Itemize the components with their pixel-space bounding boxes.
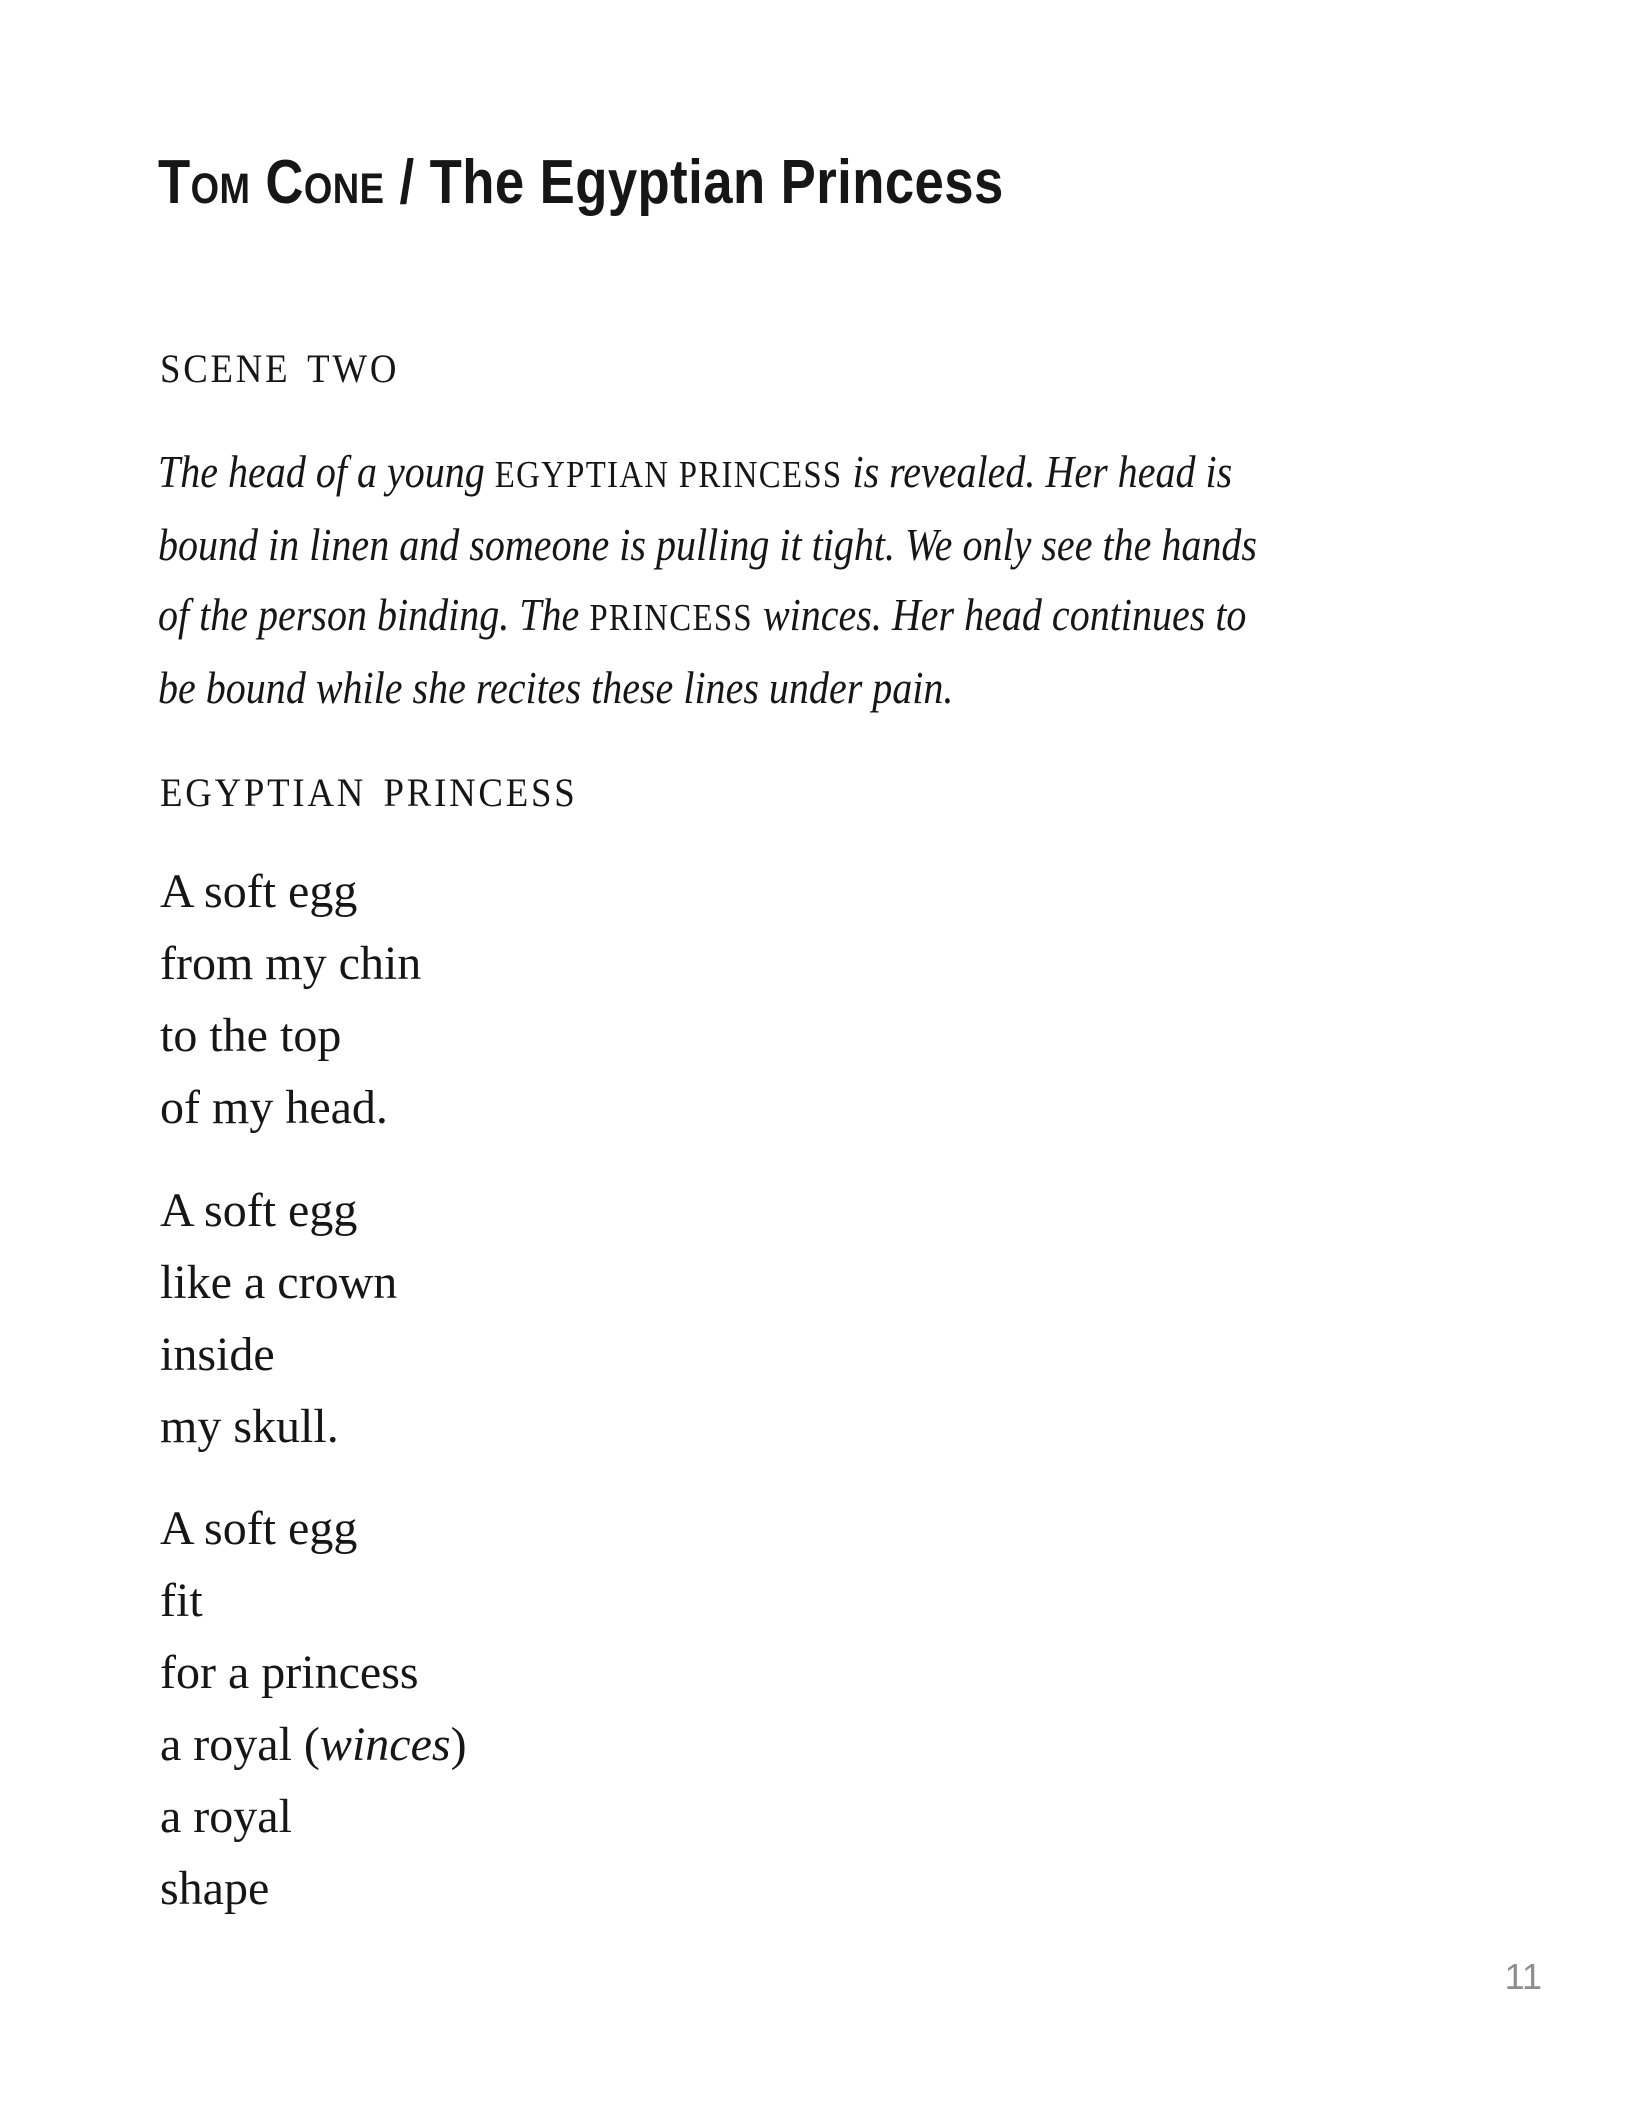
stage-direction-line: bound in linen and someone is pulling it tight. We only see the hands (158, 519, 1257, 570)
poem-text: ) (450, 1718, 467, 1771)
character-name-caps: PRINCESS (589, 597, 753, 639)
character-name-caps: EGYPTIAN PRINCESS (494, 454, 843, 496)
stage-direction-line (158, 580, 1257, 653)
stage-direction-line (158, 437, 1257, 510)
page-title (158, 150, 1004, 216)
poem-line: a royal (160, 1790, 292, 1843)
poem-line: A soft egg (160, 1502, 358, 1555)
stage-direction-line: be bound while she recites these lines under pain. (158, 662, 954, 713)
poem-line: shape (160, 1862, 270, 1915)
stage-text: is revealed. Her head is (842, 446, 1233, 497)
stage-text: winces. Her head continues to (752, 589, 1247, 640)
poem-line: inside (160, 1328, 275, 1381)
poem-stanza-2 (160, 1175, 397, 1463)
character-heading: EGYPTIAN PRINCESS (160, 770, 578, 815)
poem-line: A soft egg (160, 1184, 358, 1237)
poem-line: to the top (160, 1009, 342, 1062)
stage-text: of the person binding. The (158, 589, 590, 640)
poem-line: for a princess (160, 1646, 419, 1699)
scene-heading: SCENE TWO (160, 346, 400, 391)
poem-line (160, 1709, 467, 1781)
work-title: The Egyptian Princess (429, 148, 1004, 217)
page-number: 11 (1504, 1956, 1542, 1997)
poem-line: of my head. (160, 1081, 388, 1134)
stage-direction (158, 437, 1257, 723)
author-name: Tom Cone (158, 148, 385, 217)
poem-stanza-3 (160, 1493, 467, 1925)
stage-text: The head of a young (158, 446, 495, 497)
poem-line: A soft egg (160, 865, 358, 918)
poem-line: fit (160, 1574, 203, 1627)
poem-line: like a crown (160, 1256, 398, 1309)
poem-text: a royal ( (160, 1718, 320, 1771)
poem-line: from my chin (160, 937, 422, 990)
poem-line: my skull. (160, 1400, 339, 1453)
poem-stanza-1 (160, 856, 421, 1144)
title-separator: / (384, 148, 430, 217)
wince-annotation: winces (319, 1718, 451, 1771)
